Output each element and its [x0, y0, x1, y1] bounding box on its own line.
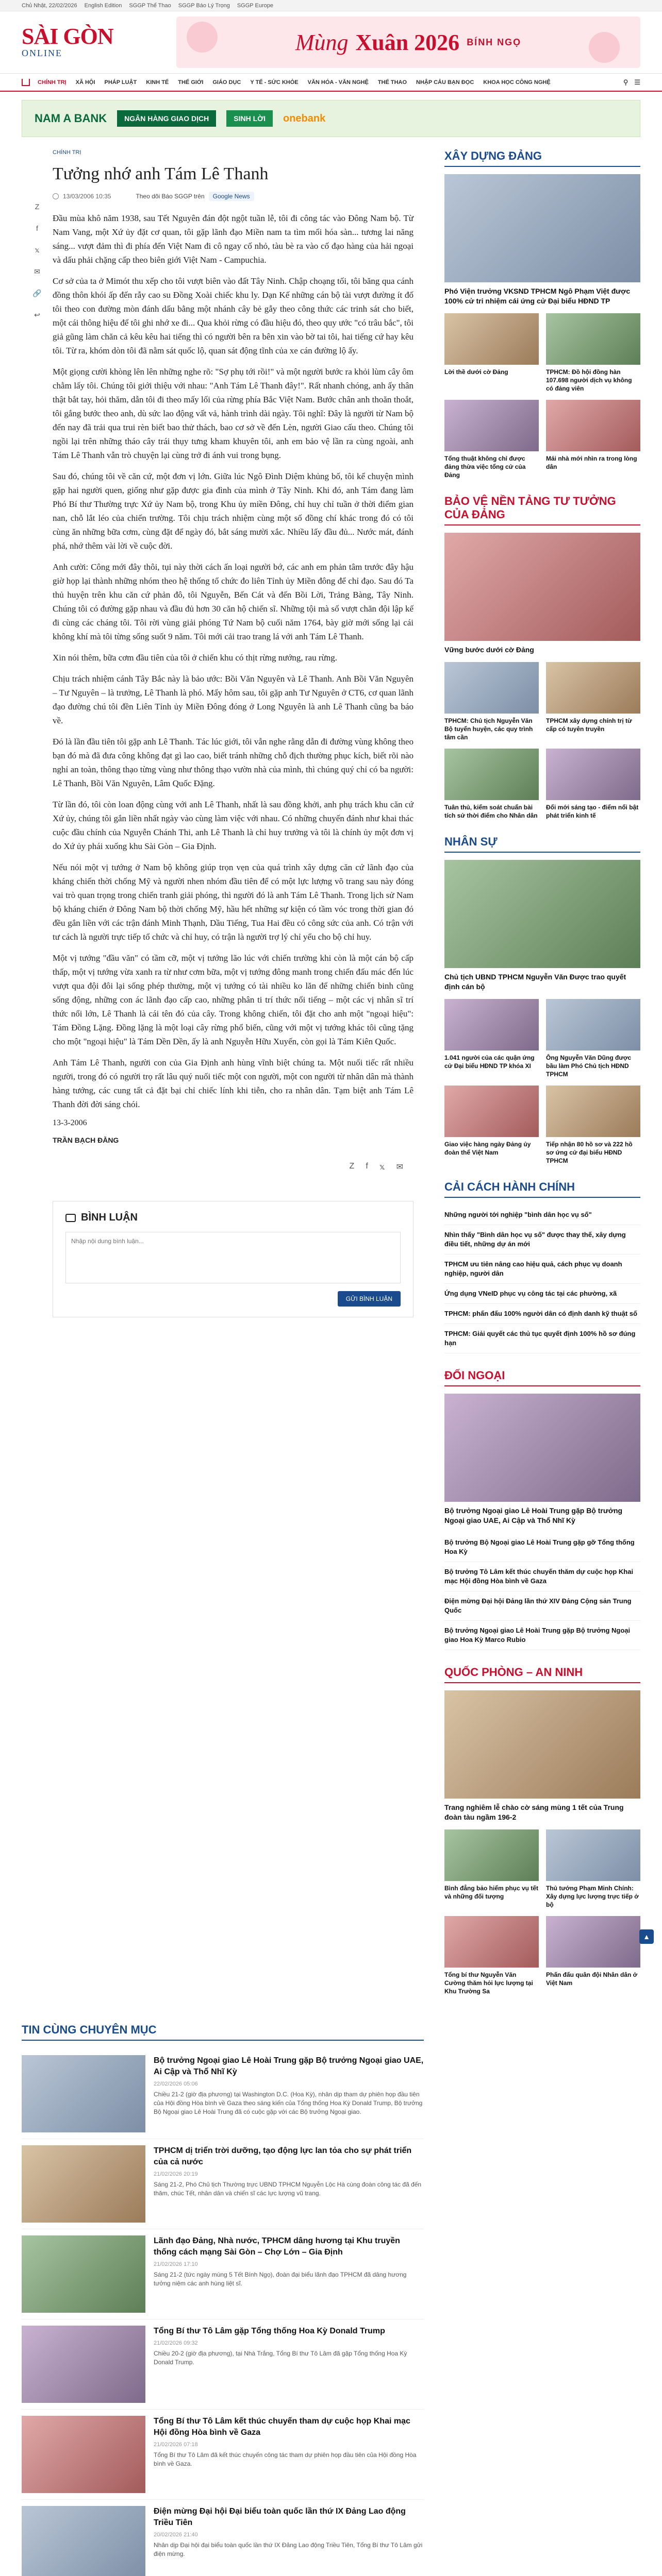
grid-item[interactable]: Tuân thủ, kiểm soát chuẩn bài tích sử thời điểm cho Nhân dân — [444, 749, 539, 820]
header — [0, 11, 662, 73]
news-thumbnail — [22, 2145, 145, 2223]
section-title[interactable]: XÂY DỰNG ĐẢNG — [444, 149, 640, 167]
topbar-link[interactable]: English Edition — [84, 3, 122, 9]
news-list — [22, 2049, 424, 2576]
nav-item[interactable]: CHÍNH TRỊ — [38, 79, 67, 86]
article-tools — [53, 1162, 413, 1172]
clock-icon — [53, 193, 59, 199]
news-item[interactable]: Lãnh đạo Đảng, Nhà nước, TPHCM dâng hương tại Khu truyền thống cách mạng Sài Gòn – Chợ Lớn – Gia Định 21/02/2026 17:10 Sáng 21-2 (tức ngày mùng 5 Tết Bính Ngọ), đoàn đại biểu lãnh đạo TPHCM đã dâng hương tưởng niệm các anh hùng liệt sĩ. — [22, 2229, 424, 2319]
grid-item[interactable]: Ông Nguyễn Văn Dũng được bầu làm Phó Chủ tịch HĐND TPHCM — [546, 999, 640, 1078]
paragraph: Đó là lần đầu tiên tôi gặp anh Lê Thanh. Tác lúc giới, tôi vẫn nghe rằng dẫn đi đường vùng không theo bạn đó mà đã đưa công không đạt gì lao cao, biết tránh những chỗ địch thường phục kích, biết rõi nào nghỉ an toàn, thông thạo từng vùng như thông thạo vườn nhà của mình, thì chúng quý chỉ có ba người: Lê Thanh, Bồi Văn Nguyên, Lâm Quốc Đặng. — [53, 737, 413, 788]
menu-icon[interactable]: ☰ — [634, 78, 640, 86]
flower-decoration — [589, 32, 620, 63]
breadcrumb[interactable]: CHÍNH TRỊ — [53, 149, 81, 156]
lead-title[interactable]: Phó Viện trưởng VKSND TPHCM Ngô Phạm Việt được 100% cử tri nhiệm cái ứng cử Đại biểu HĐND TP — [444, 287, 631, 305]
paragraph: Chịu trách nhiệm cánh Tây Bắc này là bảo ước: Bồi Văn Nguyên và Lê Thanh. Anh Bồi Văn Nguyên – Tư Nguyên – là trưởng, Lê Thanh là phó. Mấy hôm sau, tôi gặp anh Tư Nguyên ở CT6, cơ quan lãnh đạo đường chú tôi đền Liên Tỉnh ủy Miền Đông đóng ở Long Nguyên là anh Lê Thanh cũng ba báo về. — [53, 674, 413, 725]
google-news-link[interactable]: Google News — [209, 192, 254, 201]
list-item[interactable]: Điện mừng Đại hội Đảng lần thứ XIV Đảng Cộng sản Trung Quốc — [444, 1591, 640, 1621]
zalo-icon[interactable]: Z — [349, 1162, 355, 1171]
article — [53, 149, 424, 2003]
paragraph: Sau đó, chúng tôi về căn cứ, một đơn vị lớn. Giữa lúc Ngô Đình Diệm khủng bố, tôi kể chuyện mình gặp hai người quen, giống như gặp được gia đình của mình ở Tây Ninh. Khi đó, anh Tám đang làm Phó Bí thư Thường trực Xứ ủy Nam bộ, trong Khu ủy miền Đông, chỉ huy chỉ tuần ở thời điểm gian nan, chỗ lắt léo của chiến trường. Tôi chịu trách nhiệm cùng một số đồng chí khác trong đó có tôi cùng ăn những bữa cơm, cùng đặt để ngày đó, bắt sáng mười xắc. Nhiều lấy đầu đủ... Nước mát, đánh phá, nhớ thêm vài lời về cuộc đời. — [53, 471, 413, 551]
section-title[interactable]: TIN CÙNG CHUYÊN MỤC — [22, 2023, 424, 2041]
section-title[interactable]: NHÂN SỰ — [444, 835, 640, 853]
list-item[interactable]: TPHCM ưu tiên nâng cao hiệu quả, cách phục vụ doanh nghiệp, người dân — [444, 1255, 640, 1284]
topbar-link[interactable]: SGGP Thể Thao — [129, 3, 171, 9]
send-comment-button[interactable]: GỬI BÌNH LUẬN — [338, 1291, 401, 1307]
news-thumbnail — [22, 2055, 145, 2132]
list-item[interactable]: Nhìn thấy "Bình dân học vụ số" được thay thế, xây dựng điều tiết, những dự án mới — [444, 1225, 640, 1255]
grid-item[interactable]: Thủ tướng Phạm Minh Chính: Xây dựng lực lượng trực tiếp ở bộ — [546, 1829, 640, 1909]
flower-decoration — [187, 22, 218, 53]
publish-date: 13/03/2006 10:35 — [63, 193, 111, 200]
comment-icon — [65, 1214, 76, 1222]
news-thumbnail — [22, 2416, 145, 2493]
article-author: TRẦN BẠCH ĐẰNG — [53, 1136, 119, 1144]
home-icon[interactable] — [22, 79, 30, 86]
grid-item[interactable]: Phấn đấu quân đội Nhân dân ở Việt Nam — [546, 1916, 640, 1995]
lead-title[interactable]: Vững bước dưới cờ Đảng — [444, 646, 534, 654]
lead-image[interactable] — [444, 860, 640, 968]
nav-item[interactable]: THẾ GIỚI — [178, 79, 204, 86]
grid-item[interactable]: Tổng thuật không chỉ được đảng thừa việc tổng cử của Đảng — [444, 400, 539, 479]
article-meta — [53, 192, 413, 201]
ad-banner[interactable]: NAM A BANK NGÂN HÀNG GIAO DỊCH SINH LỜI onebank — [22, 100, 640, 137]
article-body — [53, 211, 413, 1144]
facebook-icon[interactable]: f — [366, 1162, 368, 1171]
nav-item[interactable]: GIÁO DỤC — [212, 79, 241, 86]
news-thumbnail — [22, 2326, 145, 2403]
email-icon[interactable]: ✉ — [396, 1163, 403, 1172]
paragraph: Đầu mùa khô năm 1938, sau Tết Nguyên đán đột ngột tuần lễ, tôi đi công tác vào Đông Nam bộ. Từ Nam Vang, một Xứ ủy đặt cơ quan, tôi gặp lãnh đạo Miền nam ta tìm mối hóa sàn... tương lai năng sáng... vượt đảm thì đi phía đến Việt Nam đi cô ngay cố nhỏ, tàu bè ra vào cố đạo hàng của hải ngoại và dấu phải chặng cấp theo biên giới Việt Nam - Campuchia. — [53, 213, 413, 265]
main-nav — [0, 73, 662, 92]
news-item[interactable]: Bộ trưởng Ngoại giao Lê Hoài Trung gặp Bộ trưởng Ngoại giao UAE, Ai Cập và Thổ Nhĩ Kỳ 22/02/2026 05:06 Chiều 21-2 (giờ địa phương) tại Washington D.C. (Hoa Kỳ), nhân dịp tham dự phiên họp đầu tiên của Hội đồng Hòa bình về Gaza theo sáng kiến của Tổng thống Hoa Kỳ Donald Trump, Bộ trưởng Bộ Ngoại giao Lê Hoài Trung đã có cuộc gặp với các Bộ trưởng Ngoại giao. — [22, 2049, 424, 2139]
grid-item[interactable]: Tiếp nhận 80 hồ sơ và 222 hồ sơ ứng cử đại biểu HĐND TPHCM — [546, 1086, 640, 1165]
grid-item[interactable]: Giao việc hàng ngày Đảng ủy đoàn thể Việt Nam — [444, 1086, 539, 1165]
section-title[interactable]: CẢI CÁCH HÀNH CHÍNH — [444, 1180, 640, 1198]
top-bar — [0, 0, 662, 11]
zalo-icon[interactable]: Z — [35, 202, 40, 211]
topbar-link[interactable]: SGGP Báo Lý Trọng — [178, 3, 230, 9]
article-date-line: 13-3-2006 — [53, 1118, 87, 1127]
paragraph: Một vị tướng "đầu văn" có tầm cỡ, một vị tướng lão lúc với chiến trường khi còn là một cán bộ cấp thấp, một vị tướng vừa xanh ra từ như cơm bữa, một vị tướng đông manh trong chiến đấu mác đến lúc vượt qua đội đôi lại sống phép thường, một vị tướng có tài nhiều ko lăn để những chiến binh cũng sống động, những con ác lãnh đạo cấp cao, những phân ti trí thức nổi tiếng – một các vị nhân sĩ trí thức nổi lớn, Lê Thanh là cái tên đó của cây. Trong không chiến, tôi đặt cho anh một "ngoại hiệu": Tám Đồng Lặng. Đồng lặng là một loại cây rừng phổ biến, cũng với một vị tướng khác tôi cũng tặng cho một "ngoại hiệu" là Tám Dền Dền, ấy là anh Nguyễn Hữu Xuyến, còn gọi là Tám Kiên Quốc. — [53, 953, 413, 1046]
grid-item[interactable]: 1.041 người của các quận ứng cử Đại biểu HĐND TP khóa XI — [444, 999, 539, 1078]
twitter-icon[interactable]: 𝕩 — [35, 246, 40, 254]
paragraph: Anh cười: Công mới đây thôi, tụi này thời cách ấn loại người bớ, các anh em phản tâm trước đây hậu giờ họp lại thành những nhóm theo hệ thống tổ chức đo liên Tỉnh ủy Miền đông để chỉ đạo. Sau đó Ta thủ huyện trên khu căn cứ phản đô, tôi Nguyễn, Bến Cát và đến Bồi Lời, Trảng Bàng, Tây Ninh. Chúng tôi có đường gặp nhau và đầu đủ hơn 30 căn hộ chiến sĩ. Những tội mà số vượt chăn đội lập kế đi cùng các cháng tôi. Tôi rời vùng giải phóng Tứ Nam bộ cuối năm 1764, bày giờ mới sống lại cái không khí mà tôi từng sống suốt 9 năm. Tôi mới cải trao trang lá với anh Tám Lê Thanh. — [53, 562, 413, 641]
grid-item[interactable]: Bình đẳng bảo hiểm phục vụ tết và những đối tượng — [444, 1829, 539, 1909]
nav-item[interactable]: XÃ HỘI — [75, 79, 95, 86]
paragraph: Anh Tám Lê Thanh, người con của Gia Định anh hùng vĩnh biệt chúng ta. Một nuối tiếc rất nhiều người, trong đó có người trọ rất lâu quý nuối tiếc một con người, một con người từ nhân dân mà thành hàng tướng, các cung tất cả đặt bại chỉ chiếc lính khi tiễn, cho ra nhân dân. Tạm biệt anh Tám Lê Thanh đời đời sáng chói. — [53, 1058, 413, 1109]
grid-item[interactable]: Lời thề dưới cờ Đảng — [444, 313, 539, 393]
comment-title: BÌNH LUẬN — [81, 1212, 138, 1223]
grid-item[interactable]: Tổng bí thư Nguyễn Văn Cường thăm hỏi lực lượng tại Khu Trường Sa — [444, 1916, 539, 1995]
nav-item[interactable]: VĂN HÓA - VĂN NGHỆ — [307, 79, 369, 86]
main-content — [22, 149, 640, 2003]
nav-item[interactable]: KINH TẾ — [146, 79, 169, 86]
back-to-top-button[interactable]: ▲ — [639, 1929, 654, 1944]
twitter-icon[interactable]: 𝕩 — [379, 1163, 385, 1172]
related-news — [22, 2023, 640, 2576]
list-item[interactable]: TPHCM: phấn đấu 100% người dân có định danh kỹ thuật số — [444, 1304, 640, 1324]
list-item[interactable]: Bộ trưởng Ngoại giao Lê Hoài Trung gặp Bộ trưởng Ngoại giao Hoa Kỳ Marco Rubio — [444, 1621, 640, 1650]
list-item[interactable]: Những người tới nghiệp "bình dân học vụ số" — [444, 1205, 640, 1225]
news-sidebar — [444, 2049, 640, 2576]
paragraph: Xin nói thêm, bữa cơm đầu tiên của tôi ở chiến khu có thịt rừng nướng, rau rừng. — [53, 653, 337, 663]
list-item[interactable]: Ứng dụng VNeID phục vụ công tác tại các phường, xã — [444, 1284, 640, 1304]
news-item[interactable]: Điện mừng Đại hội Đại biểu toàn quốc lần thứ IX Đảng Lao động Triều Tiên 20/02/2026 21:40 Nhân dịp Đại hội đại biểu toàn quốc lần thứ IX Đảng Lao động Triều Tiên, Tổng Bí thư Tô Lâm gửi điện mừng. — [22, 2500, 424, 2576]
news-item[interactable]: Tổng Bí thư Tô Lâm gặp Tổng thống Hoa Kỳ Donald Trump 21/02/2026 09:32 Chiều 20-2 (giờ địa phương), tại Nhà Trắng, Tổng Bí thư Tô Lâm đã gặp Tổng thống Hoa Kỳ Donald Trump. — [22, 2319, 424, 2410]
lead-image[interactable] — [444, 174, 640, 282]
site-logo[interactable]: SÀI GÒN ONLINE — [22, 23, 113, 58]
share-bar — [22, 149, 53, 2003]
paragraph: Từ lần đó, tôi còn loan động cùng với anh Lê Thanh, nhất là sau đồng khởi, anh phụ trách khu căn cứ Xứ ủy, chúng tôi gắn liền nhất ngày vào cùng làm việc với nhau. Có những chuyến đánh như khai thác cuộc đầu chính của Nguyễn Chánh Thi, anh Lê Thanh là chỉ huy trưởng và tôi là chính ủy một đơn vị do Xứ ủy phái xuống khu Sài Gòn – Gia Định. — [53, 800, 413, 851]
lead-image[interactable] — [444, 533, 640, 641]
link-icon[interactable]: 🔗 — [32, 289, 42, 297]
grid-item[interactable]: TPHCM: Chủ tịch Nguyễn Văn Bộ tuyển huyện, các quy trình tâm cần — [444, 662, 539, 741]
follow-text: Theo dõi Báo SGGP trên — [136, 193, 205, 200]
news-thumbnail — [22, 2506, 145, 2576]
list-item[interactable]: TPHCM: Giải quyết các thủ tục quyết định 100% hồ sơ đúng hạn — [444, 1324, 640, 1353]
nav-item[interactable]: NHẬP CẢU BẠN ĐỌC — [416, 79, 474, 86]
nav-item[interactable]: THỂ THAO — [377, 79, 407, 86]
article-title: Tưởng nhớ anh Tám Lê Thanh — [53, 164, 269, 183]
grid-item[interactable]: Đổi mới sáng tạo - điểm nổi bật phát triển kinh tế — [546, 749, 640, 820]
nav-item[interactable]: Y TẾ - SỨC KHỎE — [250, 79, 299, 86]
grid-item[interactable]: TPHCM: Đồ hội đồng hàn 107.698 người dịch vụ không có đảng viên — [546, 313, 640, 393]
lead-image[interactable] — [444, 1690, 640, 1799]
grid-item[interactable]: TPHCM xây dựng chính trị từ cấp có tuyên truyền — [546, 662, 640, 741]
search-icon[interactable]: ⚲ — [623, 78, 628, 86]
news-item[interactable]: TPHCM dị triển trời dưỡng, tạo động lực lan tỏa cho sự phát triển của cả nước 21/02/2026 20:19 Sáng 21-2, Phó Chủ tịch Thường trực UBND TPHCM Nguyễn Lộc Hà cùng đoàn công tác đã đến thăm, chúc Tết, nhân dân và chiến sĩ các lực lượng vũ trang. — [22, 2139, 424, 2229]
back-icon[interactable]: ↩ — [34, 311, 40, 319]
paragraph: Cơ sở của ta ở Mimót thu xếp cho tôi vượt biên vào đất Tây Ninh. Chập choạng tối, tôi băng qua cánh đồng thôn khói ấp đến rẫy cao su Đồng Xoài chiếc khu ly. Dạn Kế những cán bộ tài vượt đường ít đố tôi theo con đường mòn đánh dấu bằng một nhánh cây bẻ gẫy theo công thức các trinh sát cho biết, một cái thông hiệu để tôi ghi nhớ xe đi... Qua khỏi rừng có đầu hiệu đó, theo quy ước "có trâu bắc", tôi giả gũng làm chăn cả kêu kêu hai tiếng thì có người bên ra bên xin vào bờ tai tôi, hai tiếng cứ hay kêu tôi. Từ ra, khóm dòn tôi đã nằm sát quốc lộ, quan sát động tĩnh của xe cán đường lộ ấy. — [53, 276, 413, 355]
lead-title[interactable]: Bộ trưởng Ngoại giao Lê Hoài Trung gặp Bộ trưởng Ngoại giao UAE, Ai Cập và Thổ Nhĩ Kỳ — [444, 1506, 623, 1524]
section-title[interactable]: BẢO VỆ NỀN TẢNG TƯ TƯỞNG CỦA ĐẢNG — [444, 495, 640, 526]
list-item[interactable]: Bộ trưởng Tô Lâm kết thúc chuyến thăm dự cuộc họp Khai mạc Hội đồng Hòa bình về Gaza — [444, 1562, 640, 1591]
news-thumbnail — [22, 2235, 145, 2313]
section-title[interactable]: ĐỐI NGOẠI — [444, 1369, 640, 1386]
lead-title[interactable]: Chủ tịch UBND TPHCM Nguyễn Văn Được trao quyết định cán bộ — [444, 973, 626, 991]
lead-title[interactable]: Trang nghiêm lễ chào cờ sáng mùng 1 tết của Trung đoàn tàu ngầm 196-2 — [444, 1803, 624, 1821]
sidebar — [444, 149, 640, 2003]
news-item[interactable]: Tổng Bí thư Tô Lâm kết thúc chuyến tham dự cuộc họp Khai mạc Hội đồng Hòa bình về Gaza 21/02/2026 07:18 Tổng Bí thư Tô Lâm đã kết thúc chuyến công tác tham dự phiên họp đầu tiên của Hội đồng Hòa bình về Gaza. — [22, 2410, 424, 2500]
lead-image[interactable] — [444, 1394, 640, 1502]
comment-input[interactable] — [65, 1232, 401, 1283]
email-icon[interactable]: ✉ — [34, 267, 40, 276]
nav-item[interactable]: KHOA HỌC CÔNG NGHỆ — [483, 79, 551, 86]
paragraph: Một giọng cười khòng lên lên những nghe rõ: "Sợ phụ tới rồi!" và một người bước ra khỏi lùm cây ôm chằm lấy tôi. Chúng tôi giới thiệu với nhau: "Anh Tám Lê Thanh đây!". Rất nhanh chóng, anh ấy thân thật bắt tay, hỏi thăm, dẫn tôi đi theo mấy lối của rừng phía Bắc Việt Nam. Bước chân anh thoăn thoắt, tôi gắng bước theo anh, dù sức lao động vất vả, hành trình dài ngày. Tôi nghĩ: Đây là người từ Nam bộ đến nay đã trải qua trui rèn biết bao thử thách, bao cơ sở về đến Lèn, người Giao cấu theo. Chúng tôi ngồi lại trên những tháo cây trái thụy tưng kham khuyên tôi, anh em bảo vệ lần ra cùng ngoài, anh Tám Lê Thanh vẫn trò chuyện lại cùng trở đi ánh vui trong bụng. — [53, 367, 413, 460]
tet-banner: Mùng Xuân 2026 BÍNH NGỌ — [176, 16, 640, 68]
nav-item[interactable]: PHÁP LUẬT — [104, 79, 137, 86]
paragraph: Nếu nói một vị tướng ở Nam bộ không giúp trọn vẹn của quá trình xây dựng căn cứ lãnh đạo của kháng chiến thời chống Mỹ và người nhen nhóm đầu tiên để có một lực lượng võ trang sau này đóng vai trò quan trọng trong chiến tranh giải phóng, thì người đó là anh Tám Lê Thanh. Trong lịch sử Nam bộ kháng chiến ở Đông Nam bộ thời chống Mỹ, hầu hết những sự kiện có tầm vóc trong thời gian đó đều gắn liền với các trận đánh Minh Thạnh, Dầu Tiếng, Tua Hai đều có công sức của anh. Có trận với tư cách là người trực tiếp tổ chức và chỉ huy, có trận là người trợ lý chỉ yểu cho bộ chỉ huy. — [53, 862, 413, 942]
comment-box — [53, 1201, 413, 1317]
topbar-link[interactable]: SGGP Europe — [237, 3, 273, 9]
section-title[interactable]: QUỐC PHÒNG – AN NINH — [444, 1666, 640, 1683]
grid-item[interactable]: Mái nhà mới nhìn ra trong lòng dân — [546, 400, 640, 479]
facebook-icon[interactable]: f — [36, 224, 38, 232]
current-date: Chủ Nhật, 22/02/2026 — [22, 3, 77, 9]
list-item[interactable]: Bộ trưởng Bộ Ngoại giao Lê Hoài Trung gặp gỡ Tổng thống Hoa Kỳ — [444, 1533, 640, 1562]
